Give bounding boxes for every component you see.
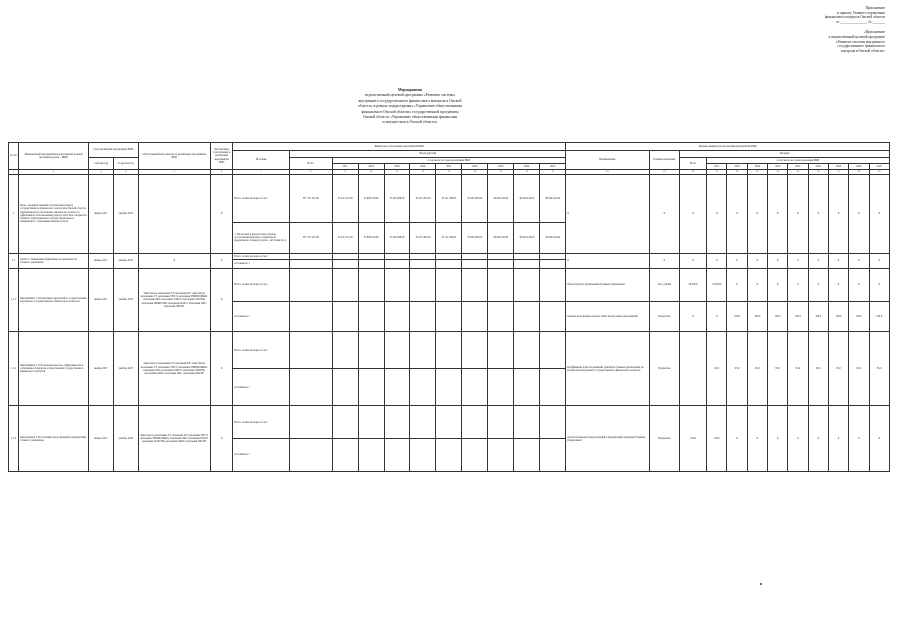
cell-year-amount [436, 260, 462, 269]
title-line: и имуществом в Омской области» [382, 120, 438, 125]
cell-unit: Процентов [649, 406, 679, 472]
cell-indicator-year: 95,0 [869, 332, 890, 406]
column-number: 9 [332, 170, 358, 175]
cell-from: январь 2017 [89, 268, 114, 331]
cell-indicator-year: Х [849, 406, 869, 472]
cell-total: 337 702 147,00 [289, 175, 332, 223]
cell-value: Х [680, 175, 707, 254]
title-line: области» в рамках подпрограммы «Управление общественными [358, 104, 462, 109]
cell-unit: Х [649, 175, 679, 254]
cell-total: 337 702 147,00 [289, 223, 332, 254]
cell-indicator: Х [566, 253, 649, 268]
cell-year-amount [410, 406, 436, 439]
cell-year-amount [358, 332, 384, 369]
header-indicator-year: 2025 [869, 164, 890, 170]
header-indicator-year: 2017 [707, 164, 727, 170]
cell-no: 1.1.3 [9, 406, 19, 472]
cell-year-amount: 35 111 268,00 [436, 223, 462, 254]
document-title [330, 88, 490, 126]
cell-participant: Х [210, 406, 233, 472]
header-term-to: по (месяц/год) [113, 158, 138, 170]
cell-year-amount [410, 301, 436, 332]
cell-executor: Заместитель начальника ГУ, начальник КУ, заместитель начальника ГУ, начальник УИСЭ, начальник УФИМСФБиО, начальник ОКЗ, начальник ОЗиГУ, начальник ОЭиУПБ, начальник ОФКОУПФ, начальник ОАК Т, начальник ОКС, начальник ОКСИГ [138, 268, 210, 331]
cell-indicator-year: Х [849, 268, 869, 301]
cell-year-amount: 35 457 367,00 [410, 175, 436, 223]
cell-indicator-year: 100,0 [828, 301, 848, 332]
cell-source: источник № 1 [233, 439, 289, 472]
cell-value: 100,0 [680, 406, 707, 472]
cell-executor: Заместитель начальника ГУ, начальник КУ, начальник УИСЭ, начальник УФИМСФБиО, начальник ОКЗ, начальник ОЗиГУ, начальник ОЭиУПБ, начальник ОАКТ, начальник ОКСИГ [138, 406, 210, 472]
header-indicator-year: 2018 [727, 164, 747, 170]
table-row [9, 406, 890, 439]
cell-to: декабрь 2025 [113, 253, 138, 268]
cell-indicator-year: Х [828, 406, 848, 472]
cell-year-amount [384, 268, 410, 301]
cell-from: январь 2017 [89, 332, 114, 406]
cell-total [289, 406, 332, 439]
cell-year-amount [514, 301, 540, 332]
column-number: 14 [462, 170, 488, 175]
cell-indicator-year: Х [768, 253, 788, 268]
cell-year-amount: 37 492 828,00 [384, 175, 410, 223]
cell-year-amount [540, 369, 566, 406]
column-number: 13 [436, 170, 462, 175]
cell-indicator-year: 95,0 [828, 332, 848, 406]
cell-year-amount [358, 369, 384, 406]
header-indicator-year: 2019 [747, 164, 767, 170]
measures-table [8, 142, 890, 472]
cell-executor: Заместитель начальника ГУ, начальник КУ, заместитель начальника ГУ, начальник УИСЭ, начальник УФИМСФБиО, начальник ОКЗ, начальник ОЗиГУ, начальник ОЭиУПБ, начальник ОАКТ, начальник ОКС, начальник ОКСИГ [138, 332, 210, 406]
cell-year-amount [488, 260, 514, 269]
title-line: внутреннего государственного финансового контроля в Омской [358, 98, 462, 103]
cell-indicator-year: Х [727, 268, 747, 301]
cell-name: Цель: совершенствование системы внутреннего государственного финансового контроля в Омской области, направленной на обеспечение законности, целевого и эффективного использования средств областного бюджета и бюджета территориального фонда обязательного медицинского страхования Омской области [19, 175, 89, 254]
cell-year-amount: 33 247 217,00 [332, 223, 358, 254]
cell-year-amount [488, 301, 514, 332]
column-number: 28 [849, 170, 869, 175]
header-no: № п/п [9, 143, 19, 170]
header-indicator-year: 2022 [808, 164, 828, 170]
appendix-line: от _______________ № _______ [836, 19, 885, 24]
cell-year-amount: 33 247 217,00 [332, 175, 358, 223]
cell-participant: Х [210, 268, 233, 331]
cell-name: Мероприятие 1. Реализация полномочий по осуществлению внутреннего государственного финансового контроля [19, 268, 89, 331]
cell-unit: Х [649, 253, 679, 268]
header-finance: Финансовое обеспечение мероприятия ВЦП [233, 143, 566, 151]
cell-year-amount [358, 439, 384, 472]
cell-year-amount [436, 268, 462, 301]
cell-indicator: Уровень исполнения годового плана контрольных мероприятий [566, 301, 649, 332]
cell-year-amount: 38 049 416,00 [488, 175, 514, 223]
column-number: 29 [869, 170, 890, 175]
cell-total [289, 332, 332, 369]
cell-year-amount: 35 457 367,00 [410, 223, 436, 254]
cell-year-amount [488, 439, 514, 472]
cell-year-amount [540, 301, 566, 332]
cell-total [289, 369, 332, 406]
cell-year-amount [358, 301, 384, 332]
cell-to: декабрь 2025 [113, 175, 138, 254]
column-number: 4 [113, 170, 138, 175]
cell-indicator-year: Х [849, 175, 869, 254]
cell-year-amount: 35 905 903,00 [462, 175, 488, 223]
cell-year-amount: 38 049 416,00 [540, 175, 566, 223]
cell-year-amount [540, 268, 566, 301]
column-number: 19 [649, 170, 679, 175]
cell-indicator-year: Х [828, 268, 848, 301]
cell-indicator-year: 100,0 [808, 301, 828, 332]
column-number: 27 [828, 170, 848, 175]
cell-total [289, 260, 332, 269]
cell-indicator-year: 100,0 [869, 301, 890, 332]
header-year: 2019 [384, 164, 410, 170]
appendix-line: к приказу Главного управления [837, 10, 885, 15]
header-indicator-year: 2024 [849, 164, 869, 170]
cell-year-amount [332, 439, 358, 472]
cell-indicator: Х [566, 175, 649, 254]
cell-year-amount: 35 905 903,00 [462, 223, 488, 254]
cell-year-amount [514, 260, 540, 269]
column-number: 7 [233, 170, 289, 175]
column-number: 24 [768, 170, 788, 175]
cell-indicator-year: Х [747, 175, 767, 254]
column-number: 21 [707, 170, 727, 175]
cell-year-amount [384, 439, 410, 472]
cell-value: 30 005,0 [680, 268, 707, 301]
cell-unit: Процентов [649, 301, 679, 332]
cell-year-amount [462, 301, 488, 332]
header-participant: Организации, участвующие в реализации мероприятия ВЦП [210, 143, 233, 170]
cell-total [289, 439, 332, 472]
cell-to: декабрь 2018 [113, 406, 138, 472]
cell-indicator-year: Х [808, 406, 828, 472]
cell-name: Мероприятие 2. Обеспечение качества, эффективности и соблюдения стандартов осуществления государственного финансового контроля [19, 332, 89, 406]
cell-year-amount [332, 301, 358, 332]
cell-no: 1.1.2 [9, 332, 19, 406]
header-indicator-year: 2020 [768, 164, 788, 170]
cell-executor: Х [138, 253, 210, 268]
cell-participant: Х [210, 175, 233, 254]
header-year: 2018 [358, 164, 384, 170]
cell-value: Х [680, 253, 707, 268]
cell-year-amount [488, 268, 514, 301]
cell-indicator-year: Х [747, 406, 767, 472]
header-year: 2017 [332, 164, 358, 170]
cell-indicator-year: Х [869, 175, 890, 254]
header-year: 2022 [462, 164, 488, 170]
cell-indicator-year: Х [768, 406, 788, 472]
cell-to: декабрь 2025 [113, 268, 138, 331]
header-year: 2024 [514, 164, 540, 170]
cell-source: Всего, из них расходы за счет: [233, 253, 289, 260]
column-number: 16 [514, 170, 540, 175]
header-year: 2025 [540, 164, 566, 170]
cell-indicator-year: Х [808, 253, 828, 268]
column-number: 18 [566, 170, 649, 175]
cell-indicator-year: Х [869, 406, 890, 472]
column-number: 25 [788, 170, 808, 175]
cell-year-amount: 35 809 076,00 [358, 223, 384, 254]
header-year: 2021 [436, 164, 462, 170]
cell-year-amount [436, 332, 462, 369]
cell-year-amount [384, 406, 410, 439]
cell-indicator: Объем средств, проверенный Главным управлением [566, 268, 649, 301]
cell-year-amount [488, 406, 514, 439]
appendix-line: финансового контроля Омской области [824, 15, 885, 20]
cell-total [289, 268, 332, 301]
cell-indicator-year: 100,0 [747, 301, 767, 332]
cell-source: Всего, из них расходы за счет: [233, 332, 289, 369]
column-number: 11 [384, 170, 410, 175]
cell-indicator-year: 95,0 [747, 332, 767, 406]
column-number: 20 [680, 170, 707, 175]
header-indicator-name: Наименование [566, 151, 649, 170]
title-heading: Мероприятия [398, 88, 422, 92]
cell-year-amount [462, 439, 488, 472]
cell-year-amount [384, 260, 410, 269]
cell-source: источник № 1 [233, 301, 289, 332]
cell-indicator-year: Х [788, 175, 808, 254]
header-indicator-year: 2023 [828, 164, 848, 170]
cell-no: 1.1.1 [9, 268, 19, 331]
cell-year-amount [358, 268, 384, 301]
cell-indicator-year: Х [808, 175, 828, 254]
cell-year-amount [358, 406, 384, 439]
cell-year-amount [514, 268, 540, 301]
cell-year-amount: 38 049 416,00 [514, 223, 540, 254]
appendix-line: к ведомственной целевой программе [828, 34, 885, 39]
cell-year-amount: 38 049 416,00 [540, 223, 566, 254]
cell-indicator-year: Х [808, 268, 828, 301]
column-number: 6 [210, 170, 233, 175]
cell-year-amount [384, 301, 410, 332]
cell-indicator: Доля исполненных представлений и предписаний, выданных Главным управлением [566, 406, 649, 472]
cell-year-amount [436, 369, 462, 406]
cell-year-amount [462, 406, 488, 439]
cell-indicator-year: Х [788, 253, 808, 268]
cell-indicator-year: Х [768, 268, 788, 301]
column-number: 3 [89, 170, 114, 175]
cell-source: Всего, из них расходы за счет: [233, 406, 289, 439]
cell-indicator-year: Х [727, 253, 747, 268]
header-year: 2023 [488, 164, 514, 170]
column-number: 8 [289, 170, 332, 175]
title-line: финансами в Омской области» государственной программы [361, 109, 459, 114]
cell-year-amount [514, 439, 540, 472]
column-number: 12 [410, 170, 436, 175]
cell-indicator-year: Х [727, 175, 747, 254]
column-number: 26 [808, 170, 828, 175]
column-number: 2 [19, 170, 89, 175]
cell-unit: Процентов [649, 332, 679, 406]
cell-year-amount [514, 406, 540, 439]
cell-year-amount [332, 260, 358, 269]
header-value-by-year: в том числе по годам реализации ВЦП [707, 158, 890, 164]
cell-no: 1 [9, 175, 19, 254]
cell-total [289, 301, 332, 332]
cell-indicator-year: 95,0 [768, 332, 788, 406]
cell-indicator-year: Х [788, 406, 808, 472]
cell-indicator-year: 100,0 [788, 301, 808, 332]
column-number: 22 [727, 170, 747, 175]
cell-indicator-year: 100,0 [727, 301, 747, 332]
cell-indicator-year: Х [727, 406, 747, 472]
column-number: 10 [358, 170, 384, 175]
cell-indicator-year: Х [707, 175, 727, 254]
cell-year-amount: 35 111 268,00 [436, 175, 462, 223]
cell-unit: Тыс. рублей [649, 268, 679, 301]
cell-indicator-year: 18 000,0 [707, 268, 727, 301]
title-line: Омской области «Управление общественными финансами [362, 115, 458, 120]
cell-year-amount [332, 332, 358, 369]
cell-indicator-year: 95,0 [788, 332, 808, 406]
column-number: 5 [138, 170, 210, 175]
cell-year-amount [540, 406, 566, 439]
header-executor: Ответственный исполнитель за реализацию мероприятия ВЦП [138, 143, 210, 170]
cell-indicator-year: Х [849, 253, 869, 268]
cell-year-amount [462, 332, 488, 369]
cell-indicator-year: Х [707, 301, 727, 332]
cell-year-amount: 37 492 828,00 [384, 223, 410, 254]
cell-indicator-year: Х [869, 253, 890, 268]
cell-participant: Х [210, 332, 233, 406]
cell-indicator-year: 95,0 [849, 332, 869, 406]
cell-value [680, 332, 707, 406]
cell-indicator-year: Х [869, 268, 890, 301]
cell-indicator-year: Х [747, 268, 767, 301]
cell-year-amount: 38 049 416,00 [514, 175, 540, 223]
table-row [9, 175, 890, 223]
cell-indicator-year: Х [768, 175, 788, 254]
header-by-year: в том числе по годам реализации ВЦП [332, 158, 565, 164]
cell-year-amount [514, 369, 540, 406]
cell-to: декабрь 2025 [113, 332, 138, 406]
cell-year-amount [488, 332, 514, 369]
appendix-line: Приложение [865, 6, 885, 10]
cell-year-amount [436, 301, 462, 332]
header-name: Наименование мероприятия ведомственной целевой программы (далее – ВЦП) [19, 143, 89, 170]
cell-year-amount [436, 439, 462, 472]
cell-indicator-year: 95,0 [707, 332, 727, 406]
cell-indicator-year: Х [828, 253, 848, 268]
cell-year-amount: 38 049 416,00 [488, 223, 514, 254]
column-number: 23 [747, 170, 767, 175]
scan-speck [760, 583, 762, 585]
cell-year-amount [436, 406, 462, 439]
cell-year-amount [410, 439, 436, 472]
cell-indicator-year: Х [747, 253, 767, 268]
header-term: Срок реализации мероприятия ВЦП [89, 143, 139, 158]
appendix-line: государственного финансового [837, 44, 885, 49]
header-value-total: Всего [680, 158, 707, 170]
cell-year-amount [540, 332, 566, 369]
cell-year-amount [332, 268, 358, 301]
appendix-line: «Приложение [863, 30, 885, 35]
cell-year-amount [410, 268, 436, 301]
cell-year-amount [332, 369, 358, 406]
table-row [9, 268, 890, 301]
cell-year-amount [384, 332, 410, 369]
cell-indicator-year: Х [828, 175, 848, 254]
cell-year-amount [462, 260, 488, 269]
cell-name: Мероприятие 3. Исполнение представлений и предписаний Главного управления [19, 406, 89, 472]
column-number: 1 [9, 170, 19, 175]
cell-source: Всего, из них расходы за счет: [233, 175, 289, 223]
header-results: Целевые индикаторы реализации мероприятия ВЦП [566, 143, 890, 151]
cell-year-amount [514, 332, 540, 369]
cell-year-amount: 35 809 076,00 [358, 175, 384, 223]
appendix-line: контроля в Омской области» [841, 48, 885, 53]
column-number: 17 [540, 170, 566, 175]
cell-source: источник № 1 [233, 260, 289, 269]
cell-year-amount [410, 332, 436, 369]
cell-year-amount [332, 406, 358, 439]
cell-indicator-year: Х [788, 268, 808, 301]
cell-source: источник № 1 [233, 369, 289, 406]
cell-name: Задача 1. Повышение эффективности деятельности Главного управления [19, 253, 89, 268]
cell-year-amount [410, 260, 436, 269]
cell-no: 1.1 [9, 253, 19, 268]
header-value: Значение [680, 151, 890, 158]
cell-year-amount [540, 439, 566, 472]
cell-year-amount [488, 369, 514, 406]
appendix-line: «Развитие системы внутреннего [835, 39, 885, 44]
cell-participant: Х [210, 253, 233, 268]
header-indicator-year: 2021 [788, 164, 808, 170]
cell-indicator-year: 95,0 [727, 332, 747, 406]
table-row [9, 332, 890, 369]
cell-year-amount [540, 260, 566, 269]
cell-from: январь 2017 [89, 406, 114, 472]
cell-value: Х [680, 301, 707, 332]
header-source: Источник [233, 151, 289, 170]
cell-indicator: Коэффициент качества решений, принятых Главным управлением по результатам внутреннего государственного финансового контроля [566, 332, 649, 406]
cell-indicator-year: 100,0 [768, 301, 788, 332]
cell-indicator-year: 100,0 [707, 406, 727, 472]
appendix-block [715, 6, 885, 53]
cell-indicator-year: 95,0 [808, 332, 828, 406]
header-amount: Объем (рублей) [289, 151, 565, 158]
cell-year-amount [358, 260, 384, 269]
header-total: Всего [289, 158, 332, 170]
cell-indicator-year: Х [707, 253, 727, 268]
header-unit: Единица измерения [649, 151, 679, 170]
cell-year-amount [462, 369, 488, 406]
cell-indicator-year: 100,0 [849, 301, 869, 332]
cell-source: Всего, из них расходы за счет: [233, 268, 289, 301]
cell-from: январь 2017 [89, 175, 114, 254]
title-line: ведомственной целевой программы «Развитие системы [365, 93, 455, 98]
cell-year-amount [410, 369, 436, 406]
cell-year-amount [384, 369, 410, 406]
cell-executor [138, 175, 210, 254]
cell-from: январь 2017 [89, 253, 114, 268]
header-year: 2020 [410, 164, 436, 170]
cell-source: 1. Налоговых и неналоговых доходов, поступлений нецелевого характера из федерального бюджета (далее – источник № 1) [233, 223, 289, 254]
cell-year-amount [462, 268, 488, 301]
column-number: 15 [488, 170, 514, 175]
header-term-from: с (месяц/год) [89, 158, 114, 170]
